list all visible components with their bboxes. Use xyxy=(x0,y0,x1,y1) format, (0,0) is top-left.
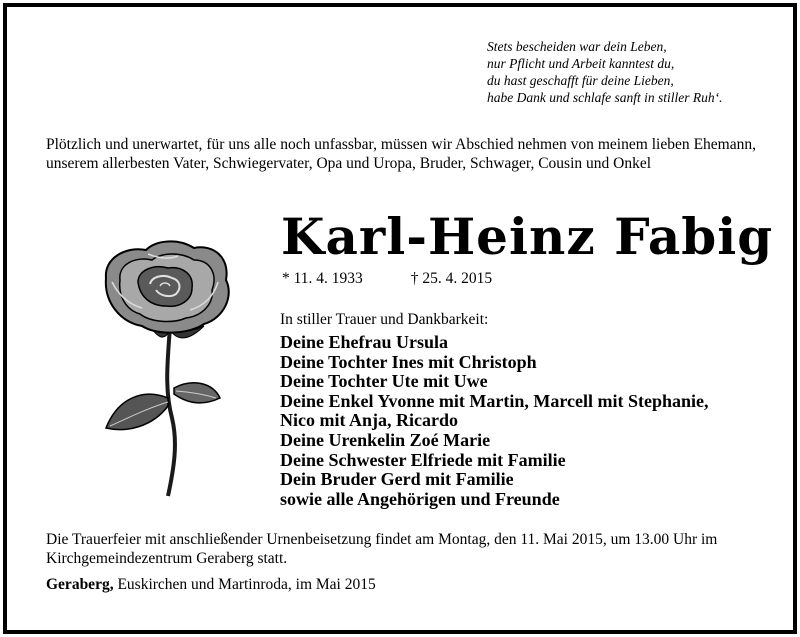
poem-line: Stets bescheiden war dein Leben, xyxy=(487,39,667,54)
intro-text: Plötzlich und unerwartet, für uns alle noch unfassbar, müssen wir Abschied nehmen von meinem lieben Ehemann, unserem allerbesten Vater, Schwiegervater, Opa und Uropa, Bruder, Schwager, Cousin und Onkel xyxy=(46,136,756,172)
funeral-notice: Die Trauerfeier mit anschließender Urnenbeisetzung findet am Montag, den 11. Mai 2015, um 13.00 Uhr im Kirchgemeindezentrum Geraberg statt. xyxy=(46,531,718,567)
rose-illustration xyxy=(98,238,248,498)
birth-date: * 11. 4. 1933 xyxy=(282,270,363,287)
signoff-place: Geraberg, xyxy=(46,576,114,593)
mourner-line: Deine Urenkelin Zoé Marie xyxy=(280,429,491,450)
rose-leaf-right xyxy=(174,383,220,403)
signoff xyxy=(46,576,376,594)
rose-stem xyxy=(167,326,175,496)
deceased-name: Karl-Heinz Fabig xyxy=(281,207,774,266)
mourner-line: Deine Tochter Ute mit Uwe xyxy=(280,371,488,392)
signoff-rest: Euskirchen und Martinroda, im Mai 2015 xyxy=(113,576,376,593)
mourner-line: Nico mit Anja, Ricardo xyxy=(280,410,458,431)
mourning-intro: In stiller Trauer und Dankbarkeit: xyxy=(280,311,489,328)
mourner-line: Dein Bruder Gerd mit Familie xyxy=(280,469,514,490)
rose-leaf-left xyxy=(106,394,168,429)
mourner-line: sowie alle Angehörigen und Freunde xyxy=(280,488,560,509)
mourner-line: Deine Tochter Ines mit Christoph xyxy=(280,351,537,372)
life-dates xyxy=(282,270,492,288)
poem-line: nur Pflicht und Arbeit kanntest du, xyxy=(487,56,675,71)
mourner-line: Deine Ehefrau Ursula xyxy=(280,332,448,352)
death-date: † 25. 4. 2015 xyxy=(410,270,493,287)
poem-line: habe Dank und schlafe sanft in stiller Ruh‘. xyxy=(487,90,723,105)
mourners-list xyxy=(280,333,708,509)
poem xyxy=(487,38,722,106)
poem-line: du hast geschafft für deine Lieben, xyxy=(487,73,674,88)
mourner-line: Deine Schwester Elfriede mit Familie xyxy=(280,449,566,470)
mourner-line: Deine Enkel Yvonne mit Martin, Marcell mit Stephanie, xyxy=(280,390,709,411)
